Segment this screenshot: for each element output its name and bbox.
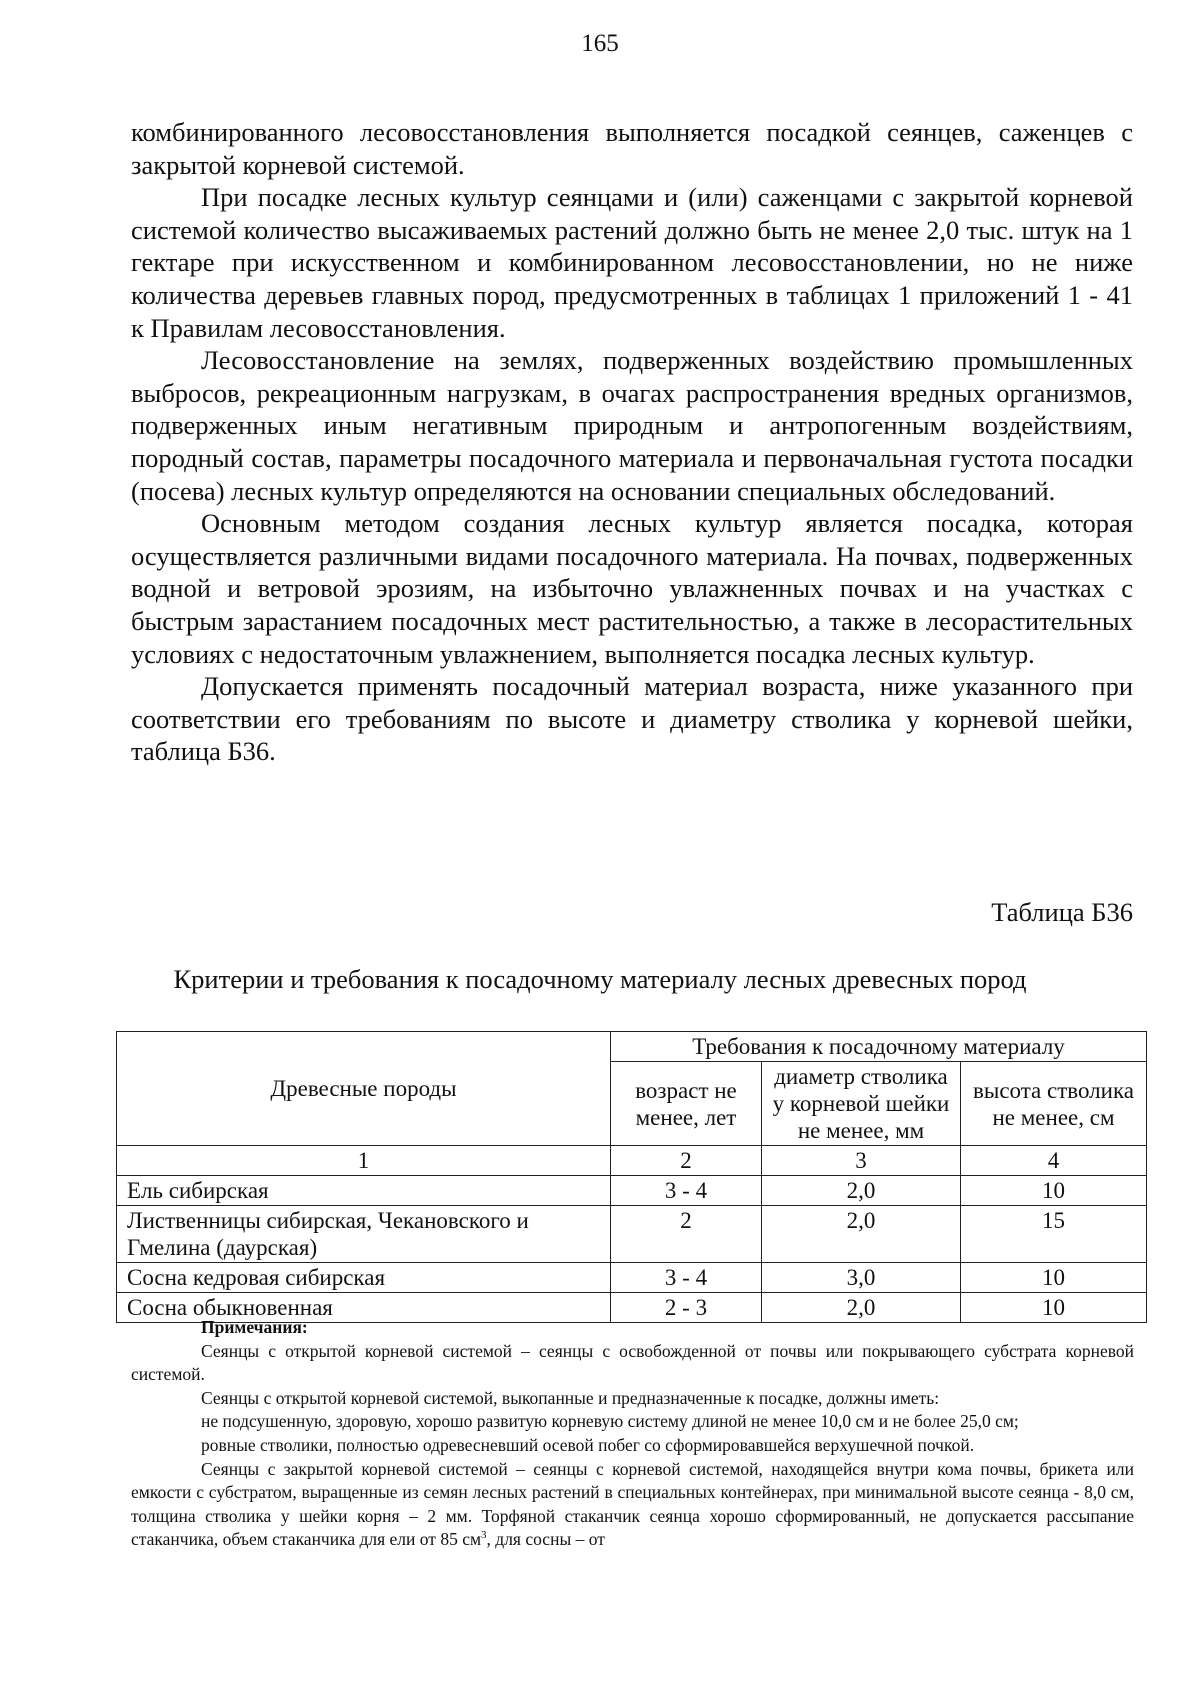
note-item: Сеянцы с открытой корневой системой, выкопанные и предназначенные к посадке, должны иметь: (201, 1387, 940, 1408)
table-row (117, 1206, 1147, 1263)
note-text: , для сосны – от (486, 1529, 605, 1550)
table-title: Критерии и требования к посадочному материалу лесных древесных пород (173, 964, 1027, 994)
paragraph: комбинированного лесовосстановления выполняется посадкой сеянцев, саженцев с закрытой корневой системой. (131, 117, 1133, 180)
diameter-cell: 3,0 (762, 1263, 961, 1293)
column-number: 2 (611, 1146, 762, 1176)
table-header-row (117, 1032, 1147, 1062)
header-group: Требования к посадочному материалу (611, 1032, 1147, 1062)
paragraph: Основным методом создания лесных культур является посадка, которая осуществляется различными видами посадочного материала. На почвах, подверженных водной и ветровой эрозиям, на избыточно увлажненных почвах и на участках с быстрым зарастанием посадочных мест растительностью, а также в лесорастительных условиях с недостаточным увлажнением, выполняется посадка лесных культур. (131, 508, 1133, 669)
height-cell: 10 (961, 1293, 1147, 1323)
note-item: не подсушенную, здоровую, хорошо развитую корневую систему длиной не менее 10,0 см и не более 25,0 см; (201, 1411, 1019, 1432)
column-number: 3 (762, 1146, 961, 1176)
header-age: возраст не менее, лет (611, 1062, 762, 1146)
species-cell: Сосна обыкновенная (117, 1293, 611, 1323)
column-number: 1 (117, 1146, 611, 1176)
note-superscript: 3 (481, 1529, 487, 1542)
header-species: Древесные породы (117, 1032, 611, 1146)
height-cell: 10 (961, 1263, 1147, 1293)
note-text: Сеянцы с закрытой корневой системой – сеянцы с корневой системой, находящейся внутри кома почвы, брикета или емкости с субстратом, выращенные из семян лесных растений в специальных контейнерах, при минимальной высоте сеянца - 8,0 см, толщина стволика у шейки корня – 2 мм. Торфяной стаканчик сеянца хорошо сформированный, не допускается рассыпание стаканчика, объем стаканчика для ели от 85 см (131, 1458, 1134, 1550)
height-cell: 10 (961, 1176, 1147, 1206)
species-cell: Сосна кедровая сибирская (117, 1263, 611, 1293)
table-row (117, 1263, 1147, 1293)
header-diameter: диаметр стволика у корневой шейки не менее, мм (762, 1062, 961, 1146)
planting-material-table (116, 1031, 1147, 1323)
species-cell: Лиственницы сибирская, Чекановского и Гмелина (даурская) (117, 1206, 611, 1263)
notes (131, 1316, 1134, 1552)
age-cell: 3 - 4 (611, 1263, 762, 1293)
diameter-cell: 2,0 (762, 1206, 961, 1263)
paragraph: Лесовосстановление на землях, подверженных воздействию промышленных выбросов, рекреационным нагрузкам, в очагах распространения вредных организмов, подверженных иным негативным природным и антропогенным воздействиям, породный состав, параметры посадочного материала и первоначальная густота посадки (посева) лесных культур определяются на основании специальных обследований. (131, 345, 1133, 506)
age-cell: 3 - 4 (611, 1176, 762, 1206)
table-row (117, 1176, 1147, 1206)
page-number: 165 (581, 30, 619, 57)
diameter-cell: 2,0 (762, 1176, 961, 1206)
note-item: Сеянцы с открытой корневой системой – сеянцы с освобожденной от почвы или покрывающего субстрата корневой системой. (131, 1340, 1134, 1385)
header-height: высота стволика не менее, см (961, 1062, 1147, 1146)
notes-heading: Примечания: (201, 1317, 308, 1337)
age-cell: 2 (611, 1206, 762, 1263)
paragraph: При посадке лесных культур сеянцами и (или) саженцами с закрытой корневой системой количество высаживаемых растений должно быть не менее 2,0 тыс. штук на 1 гектаре при искусственном и комбинированном лесовосстановлении, но не ниже количества деревьев главных пород, предусмотренных в таблицах 1 приложений 1 - 41 к Правилам лесовосстановления. (131, 182, 1133, 343)
species-cell: Ель сибирская (117, 1176, 611, 1206)
height-cell: 15 (961, 1206, 1147, 1263)
age-cell: 2 - 3 (611, 1293, 762, 1323)
column-number-row (117, 1146, 1147, 1176)
note-item (131, 1458, 1134, 1552)
note-item: ровные стволики, полностью одревесневший осевой побег со сформировавшейся верхушечной почкой. (201, 1434, 975, 1455)
diameter-cell: 2,0 (762, 1293, 961, 1323)
body-text (131, 116, 1133, 768)
paragraph: Допускается применять посадочный материал возраста, ниже указанного при соответствии его требованиям по высоте и диаметру стволика у корневой шейки, таблица Б36. (131, 671, 1133, 767)
table-label: Таблица Б36 (991, 897, 1133, 927)
column-number: 4 (961, 1146, 1147, 1176)
